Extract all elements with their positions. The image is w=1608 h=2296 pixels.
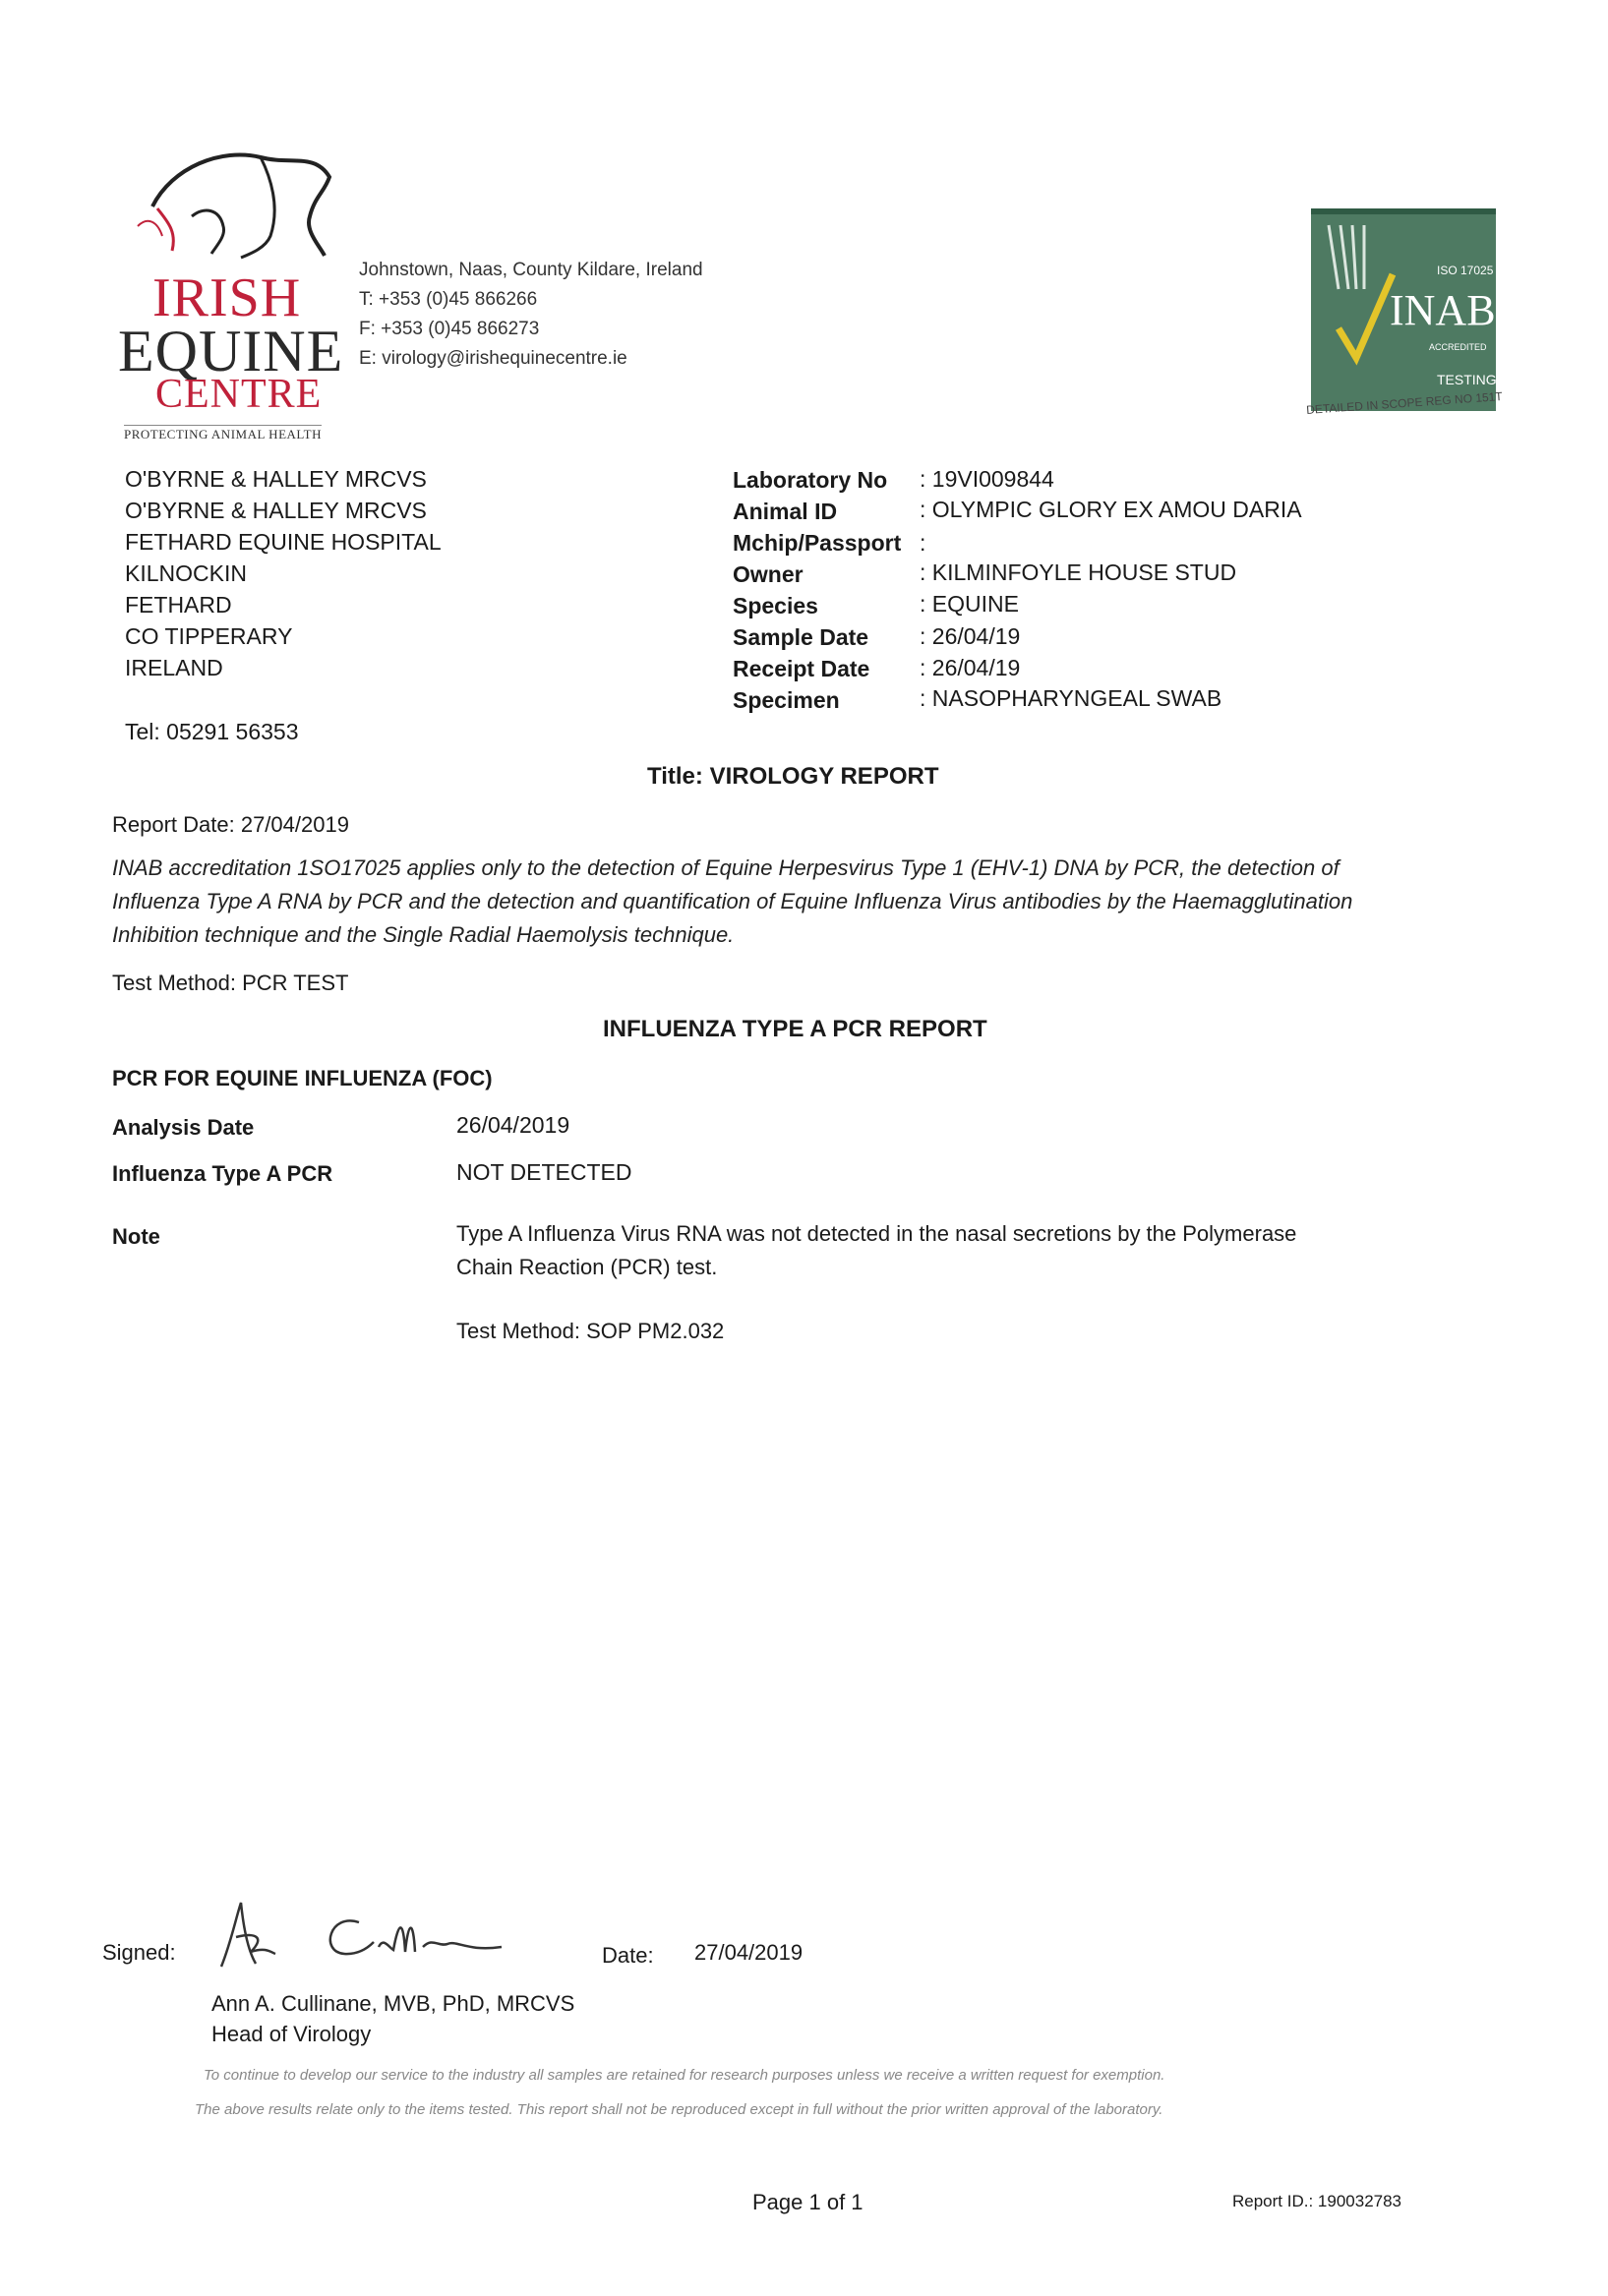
detail-label-animal-id: Animal ID (733, 499, 838, 524)
detail-value-owner: : KILMINFOYLE HOUSE STUD (920, 559, 1237, 585)
detail-value-sample-date: : 26/04/19 (920, 623, 1021, 649)
contact-address: Johnstown, Naas, County Kildare, Ireland (359, 260, 703, 280)
recipient-tel: Tel: 05291 56353 (125, 719, 299, 744)
footer-retention-note: To continue to develop our service to the industry all samples are retained for research purposes unless we receive a written request for exemption. (204, 2067, 1165, 2084)
detail-label-owner: Owner (733, 561, 804, 587)
recipient-line: FETHARD (125, 592, 232, 618)
badge-category: TESTING (1437, 372, 1497, 387)
check-mark-icon (1319, 220, 1398, 368)
recipient-line: CO TIPPERARY (125, 623, 293, 649)
page-number: Page 1 of 1 (752, 2190, 864, 2214)
recipient-line: KILNOCKIN (125, 560, 247, 586)
signatory-position: Head of Virology (211, 2022, 372, 2046)
badge-accredited: ACCREDITED (1429, 342, 1487, 352)
badge-standard: ISO 17025 (1437, 264, 1494, 277)
signed-label: Signed: (102, 1940, 176, 1965)
detail-label-mchip: Mchip/Passport (733, 530, 902, 556)
logo-text-irish: IRISH (152, 267, 302, 328)
signature-date-label: Date: (602, 1943, 654, 1968)
recipient-line: IRELAND (125, 655, 223, 680)
detail-value-mchip: : (920, 530, 926, 556)
logo-text-centre: CENTRE (155, 372, 323, 417)
analysis-date-label: Analysis Date (112, 1115, 255, 1140)
logo-tagline: PROTECTING ANIMAL HEALTH (124, 427, 322, 442)
contact-phone: T: +353 (0)45 866266 (359, 289, 538, 310)
recipient-line: FETHARD EQUINE HOSPITAL (125, 529, 442, 555)
report-title: Title: VIROLOGY REPORT (647, 763, 939, 790)
subsection-title: PCR FOR EQUINE INFLUENZA (FOC) (112, 1066, 493, 1090)
analysis-date-value: 26/04/2019 (456, 1112, 570, 1138)
test-method: Test Method: PCR TEST (112, 971, 349, 995)
handwritten-signature (211, 1893, 511, 1976)
detail-value-receipt-date: : 26/04/19 (920, 655, 1021, 680)
horse-logo-icon (133, 138, 339, 265)
detail-label-specimen: Specimen (733, 687, 840, 713)
contact-email: E: virology@irishequinecentre.ie (359, 348, 627, 369)
pcr-result-value: NOT DETECTED (456, 1159, 632, 1185)
detail-label-sample-date: Sample Date (733, 624, 869, 650)
recipient-line: O'BYRNE & HALLEY MRCVS (125, 498, 427, 523)
report-date: Report Date: 27/04/2019 (112, 812, 349, 837)
sop-method: Test Method: SOP PM2.032 (456, 1319, 725, 1343)
inab-accreditation-badge (1311, 208, 1496, 411)
contact-fax: F: +353 (0)45 866273 (359, 319, 540, 339)
irish-equine-centre-logo (118, 138, 344, 442)
footer-reproduction-note: The above results relate only to the items tested. This report shall not be reproduced except in full without the prior written approval of the laboratory. (195, 2101, 1163, 2118)
detail-label-receipt-date: Receipt Date (733, 656, 870, 681)
detail-label-lab-no: Laboratory No (733, 467, 888, 493)
detail-value-animal-id: : OLYMPIC GLORY EX AMOU DARIA (920, 497, 1302, 522)
signatory-name: Ann A. Cullinane, MVB, PhD, MRCVS (211, 1991, 575, 2016)
badge-registration: DETAILED IN SCOPE REG NO 151T (1305, 389, 1504, 417)
detail-value-lab-no: : 19VI009844 (920, 466, 1054, 492)
detail-value-specimen: : NASOPHARYNGEAL SWAB (920, 685, 1222, 711)
signature-date-value: 27/04/2019 (694, 1940, 804, 1965)
badge-name: INAB (1390, 286, 1496, 334)
pcr-result-label: Influenza Type A PCR (112, 1161, 333, 1186)
note-label: Note (112, 1224, 160, 1249)
section-title: INFLUENZA TYPE A PCR REPORT (603, 1016, 987, 1042)
detail-label-species: Species (733, 593, 818, 618)
logo-text-equine: EQUINE (118, 319, 344, 383)
report-id: Report ID.: 190032783 (1232, 2192, 1402, 2210)
accreditation-note: INAB accreditation 1SO17025 applies only to the detection of Equine Herpesvirus Type 1 (EHV-1) DNA by PCR, the detection of Influenza Type A RNA by PCR and the detection and quantification of Equine Influenza Virus antibodies by the Haemagglutination Inhibition technique and the Single Radial Haemolysis technique. (112, 855, 1353, 947)
detail-value-species: : EQUINE (920, 591, 1019, 617)
recipient-line: O'BYRNE & HALLEY MRCVS (125, 466, 427, 492)
note-text: Type A Influenza Virus RNA was not detected in the nasal secretions by the Polymerase Chain Reaction (PCR) test. (456, 1221, 1297, 1279)
